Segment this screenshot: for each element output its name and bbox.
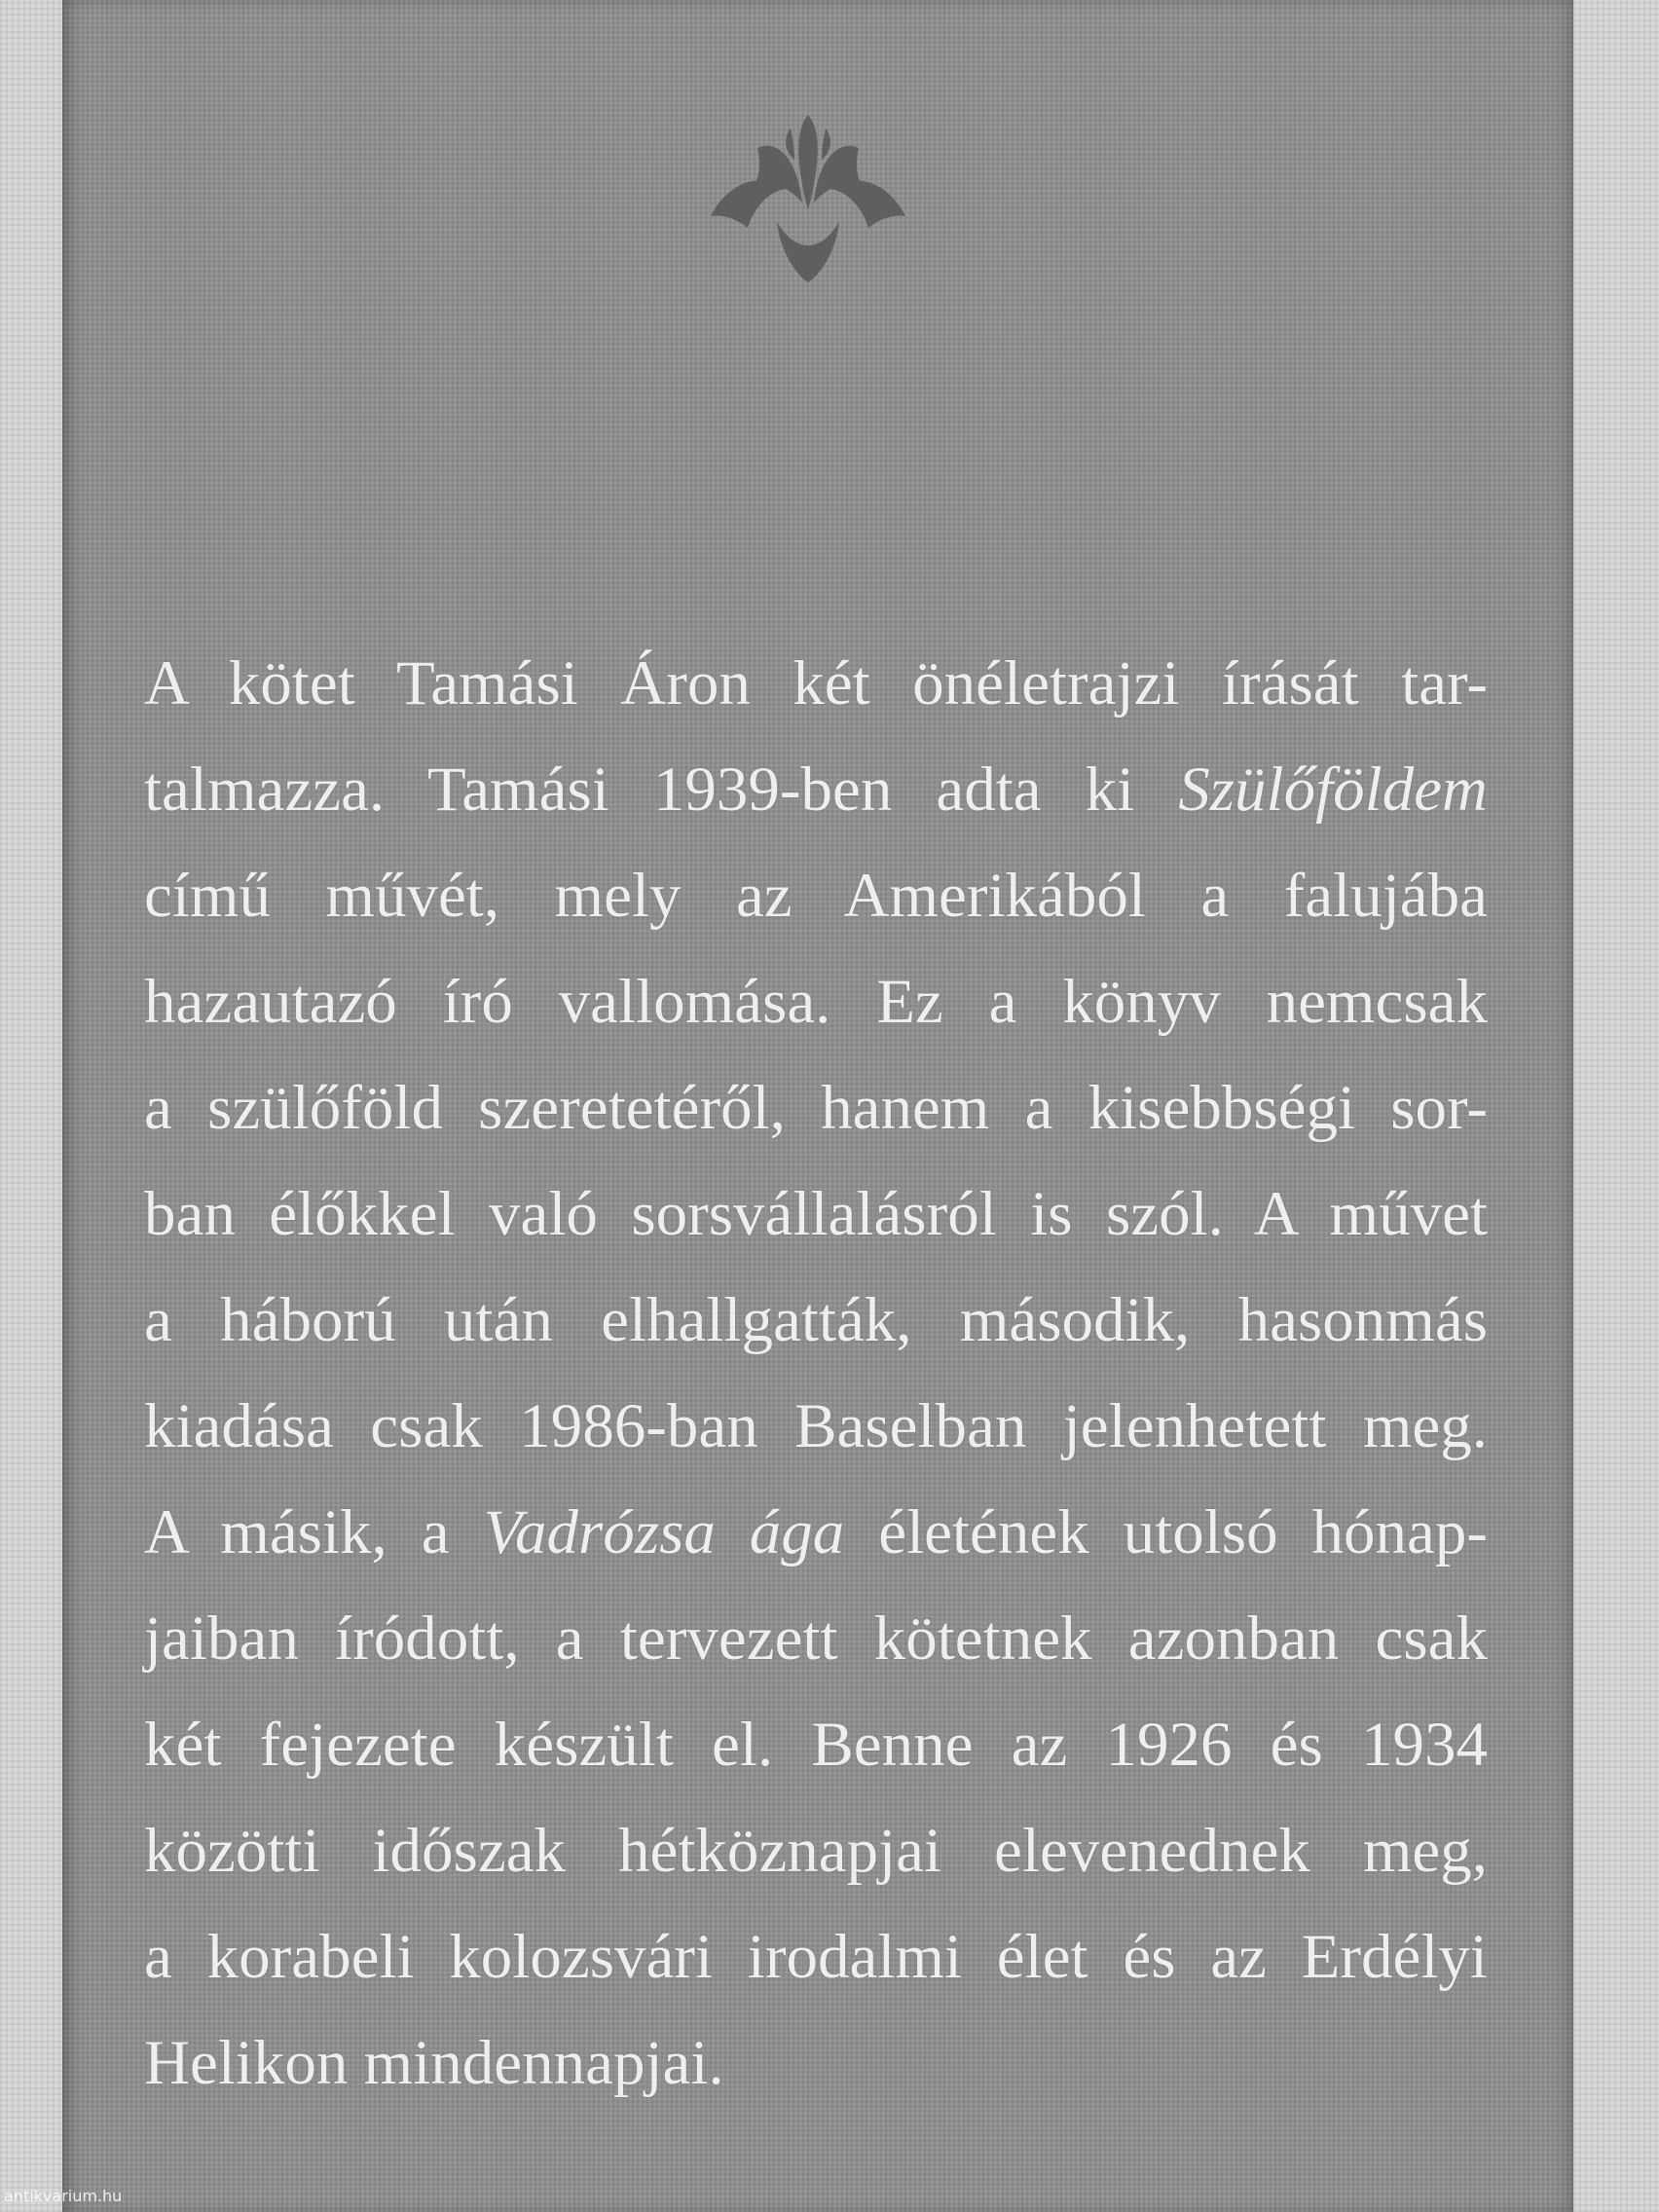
text-line	[144, 1904, 1488, 2010]
right-cloth-edge	[1573, 0, 1659, 2212]
text-line	[144, 1480, 1488, 1586]
text-segment: hazautazó író vallomása. Ez a könyv nemcsak	[144, 967, 1488, 1037]
text-line	[144, 631, 1488, 737]
cover-description	[144, 631, 1488, 2117]
text-segment: életének utolsó hónap-	[844, 1497, 1488, 1567]
text-segment: kiadása csak 1986-ban Baselban jelenhetett meg.	[144, 1391, 1488, 1461]
text-line	[144, 1055, 1488, 1161]
text-segment: közötti időszak hétköznapjai elevenednek meg,	[144, 1816, 1488, 1886]
text-segment: A másik, a	[144, 1497, 484, 1567]
text-line	[144, 949, 1488, 1055]
text-line	[144, 2010, 1488, 2117]
text-segment: a háború után elhallgatták, második, hasonmás	[144, 1285, 1488, 1355]
text-line	[144, 843, 1488, 949]
text-segment: a korabeli kolozsvári irodalmi élet és az Erdélyi	[144, 1922, 1488, 1992]
text-segment: jaiban íródott, a tervezett kötetnek azonban csak	[144, 1604, 1488, 1674]
italic-title: Vadrózsa ága	[483, 1497, 845, 1567]
text-line	[144, 1161, 1488, 1268]
text-line	[144, 737, 1488, 843]
text-segment: A kötet Tamási Áron két önéletrajzi írását tar-	[144, 648, 1488, 719]
text-segment: című művét, mely az Amerikából a falujába	[144, 861, 1488, 931]
text-line	[144, 1374, 1488, 1480]
watermark-text: antikvarium.hu	[4, 2187, 123, 2205]
text-line	[144, 1586, 1488, 1692]
text-line	[144, 1798, 1488, 1904]
italic-title: Szülőföldem	[1178, 755, 1488, 825]
text-segment: két fejezete készült el. Benne az 1926 és 1934	[144, 1710, 1488, 1780]
floral-ornament-icon	[701, 109, 915, 294]
text-segment: a szülőföld szeretetéről, hanem a kisebbségi sor-	[144, 1073, 1488, 1143]
text-line	[144, 1692, 1488, 1798]
text-segment: Helikon mindennapjai.	[144, 2028, 724, 2098]
left-cloth-edge	[0, 0, 62, 2212]
text-segment: ban élőkkel való sorsvállalásról is szól. A művet	[144, 1179, 1488, 1249]
text-segment: talmazza. Tamási 1939-ben adta ki	[144, 755, 1179, 825]
text-line	[144, 1268, 1488, 1374]
